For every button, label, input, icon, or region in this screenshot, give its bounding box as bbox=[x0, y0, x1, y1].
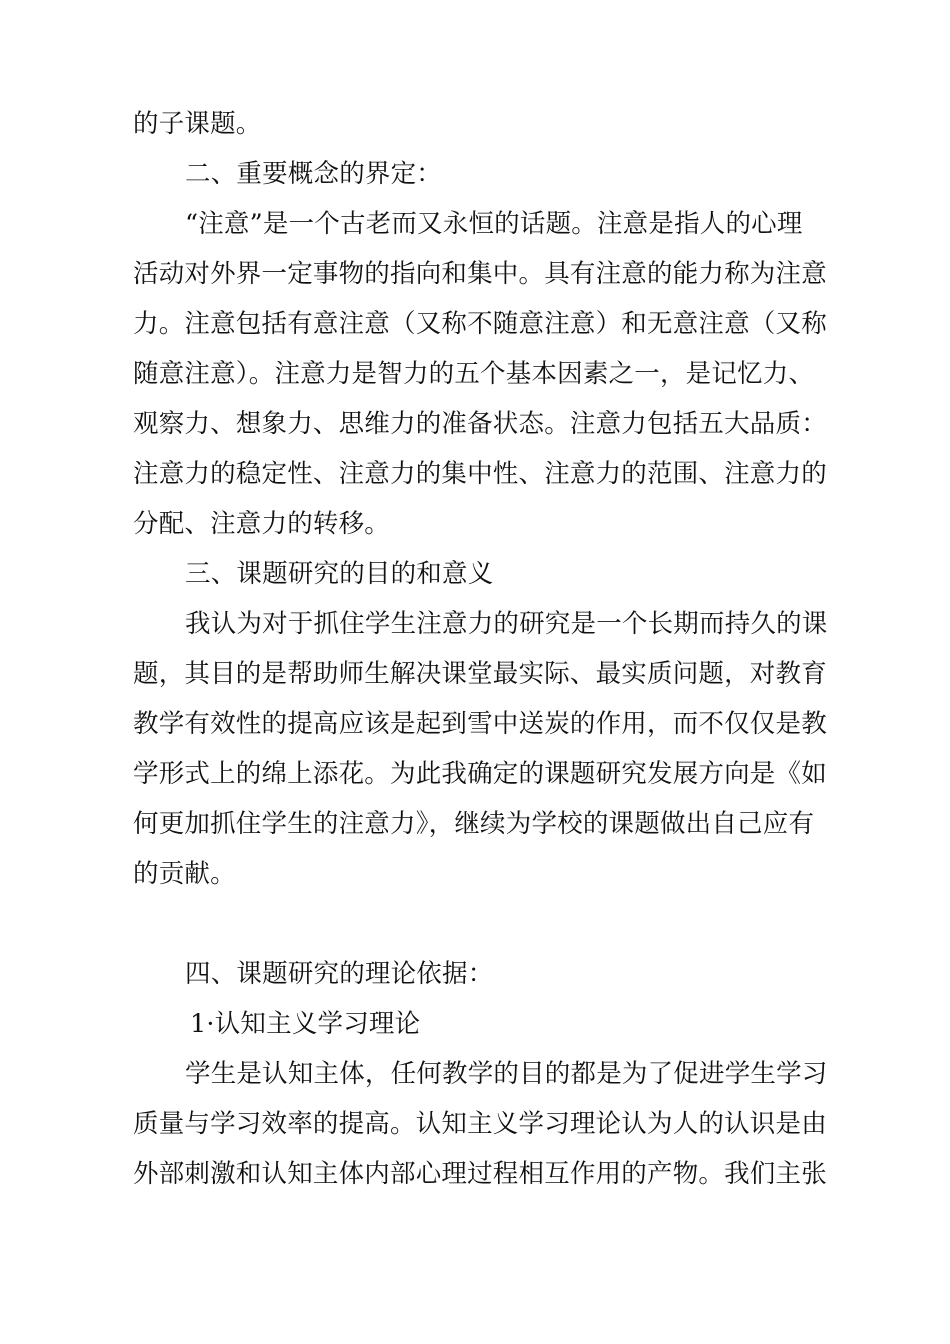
text-line: 随意注意）。注意力是智力的五个基本因素之一，是记忆力、 bbox=[133, 359, 815, 389]
text-line: 题，其目的是帮助师生解决课堂最实际、最实质问题，对教育 bbox=[133, 659, 827, 689]
text-line: 的子课题。 bbox=[133, 109, 262, 139]
text-line: 外部刺激和认知主体内部心理过程相互作用的产物。我们主张 bbox=[133, 1159, 827, 1189]
subsection-heading: 1·认知主义学习理论 bbox=[190, 1009, 421, 1039]
text-line: 观察力、想象力、思维力的准备状态。注意力包括五大品质： bbox=[133, 409, 827, 439]
text-line: 学形式上的绵上添花。为此我确定的课题研究发展方向是《如 bbox=[133, 759, 827, 789]
text-line: 质量与学习效率的提高。认知主义学习理论认为人的认识是由 bbox=[133, 1109, 827, 1139]
section-heading: 四、课题研究的理论依据： bbox=[185, 959, 494, 989]
section-heading: 二、重要概念的界定： bbox=[185, 159, 443, 189]
text-line: 教学有效性的提高应该是起到雪中送炭的作用，而不仅仅是教 bbox=[133, 709, 827, 739]
text-line: 活动对外界一定事物的指向和集中。具有注意的能力称为注意 bbox=[133, 259, 827, 289]
text-line: 的贡献。 bbox=[133, 859, 236, 889]
section-heading: 三、课题研究的目的和意义 bbox=[185, 559, 494, 589]
text-line: 注意力的稳定性、注意力的集中性、注意力的范围、注意力的 bbox=[133, 459, 827, 489]
text-line: “注意”是一个古老而又永恒的话题。注意是指人的心理 bbox=[185, 209, 803, 239]
text-line: 学生是认知主体，任何教学的目的都是为了促进学生学习 bbox=[185, 1059, 828, 1089]
text-line: 何更加抓住学生的注意力》，继续为学校的课题做出自己应有 bbox=[133, 809, 815, 839]
text-line: 分配、注意力的转移。 bbox=[133, 509, 391, 539]
text-line: 我认为对于抓住学生注意力的研究是一个长期而持久的课 bbox=[185, 609, 828, 639]
text-line: 力。注意包括有意注意（又称不随意注意）和无意注意（又称 bbox=[133, 309, 827, 339]
